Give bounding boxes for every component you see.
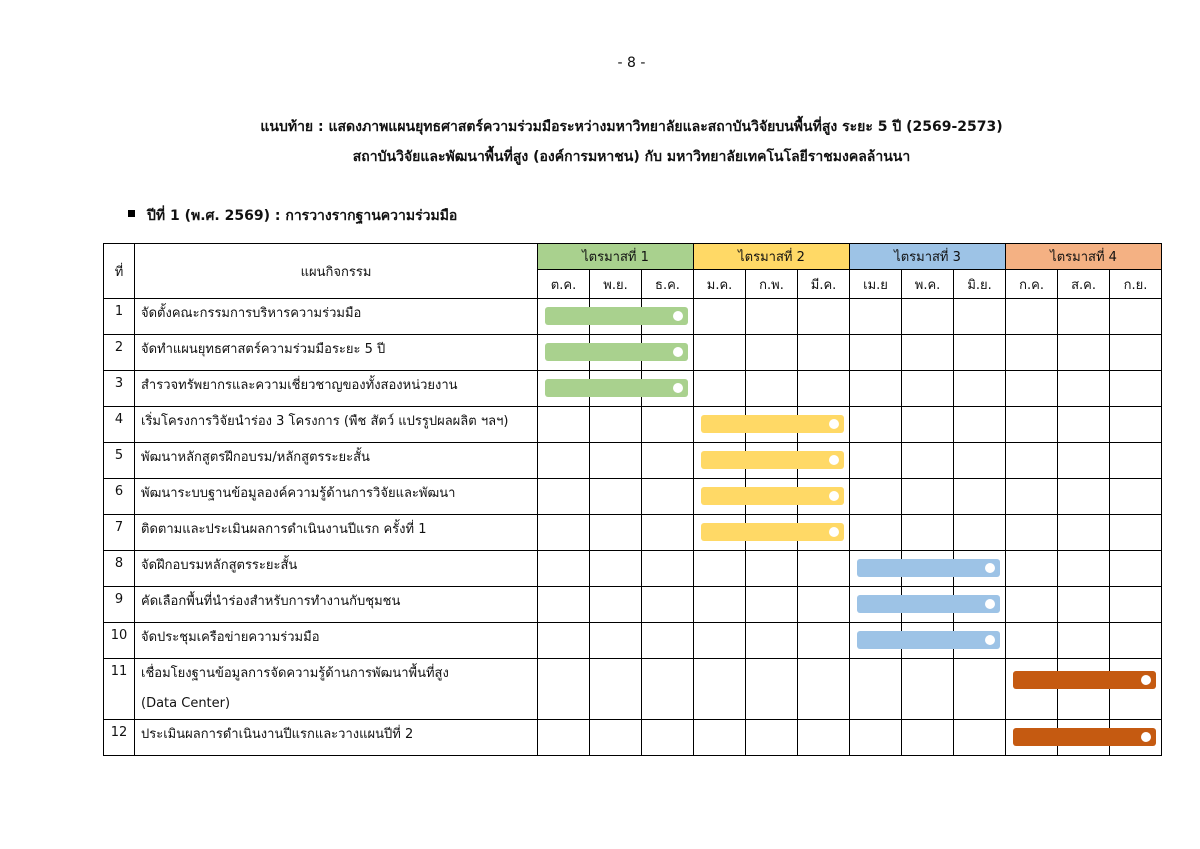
month-cell — [538, 335, 590, 371]
month-cell — [642, 623, 694, 659]
row-number: 2 — [104, 335, 135, 371]
month-cell — [1058, 479, 1110, 515]
month-cell — [1110, 587, 1162, 623]
month-cell — [590, 479, 642, 515]
month-cell — [902, 335, 954, 371]
activity-cell — [135, 623, 538, 659]
month-cell — [694, 479, 746, 515]
quarter-header-2: ไตรมาสที่ 2 — [694, 244, 850, 270]
month-cell — [1058, 623, 1110, 659]
month-cell — [1058, 551, 1110, 587]
month-cell — [538, 515, 590, 551]
row-number: 9 — [104, 587, 135, 623]
month-cell — [746, 623, 798, 659]
month-cell — [642, 443, 694, 479]
activity-text: จัดประชุมเครือข่ายความร่วมมือ — [141, 630, 320, 645]
row-number: 11 — [104, 659, 135, 720]
table-row — [104, 720, 1162, 756]
month-cell — [642, 515, 694, 551]
activity-cell — [135, 551, 538, 587]
activity-text: คัดเลือกพื้นที่นำร่องสำหรับการทำงานกับชุมชน — [141, 594, 401, 609]
month-cell — [1110, 551, 1162, 587]
month-cell — [798, 335, 850, 371]
month-cell — [538, 479, 590, 515]
activity-cell — [135, 443, 538, 479]
month-header: ก.ค. — [1006, 270, 1058, 299]
month-cell — [902, 623, 954, 659]
month-cell — [1006, 587, 1058, 623]
table-row — [104, 407, 1162, 443]
month-cell — [642, 299, 694, 335]
month-cell — [1058, 335, 1110, 371]
month-cell — [1110, 335, 1162, 371]
month-cell — [1006, 659, 1058, 720]
month-header: มิ.ย. — [954, 270, 1006, 299]
month-cell — [1058, 407, 1110, 443]
quarter-header-3: ไตรมาสที่ 3 — [850, 244, 1006, 270]
month-cell — [798, 623, 850, 659]
month-cell — [850, 659, 902, 720]
month-cell — [590, 515, 642, 551]
month-cell — [902, 299, 954, 335]
month-cell — [538, 659, 590, 720]
activity-text: จัดทำแผนยุทธศาสตร์ความร่วมมือระยะ 5 ปี — [141, 342, 386, 357]
month-cell — [642, 659, 694, 720]
activity-cell — [135, 515, 538, 551]
month-header: ก.พ. — [746, 270, 798, 299]
page-number: - 8 - — [617, 55, 646, 71]
month-cell — [954, 371, 1006, 407]
table-row — [104, 479, 1162, 515]
month-cell — [590, 443, 642, 479]
month-cell — [850, 407, 902, 443]
month-cell — [590, 587, 642, 623]
month-cell — [642, 371, 694, 407]
activity-cell — [135, 587, 538, 623]
month-cell — [954, 515, 1006, 551]
activity-text: สำรวจทรัพยากรและความเชี่ยวชาญของทั้งสองหน่วยงาน — [141, 378, 458, 393]
month-cell — [954, 551, 1006, 587]
month-cell — [1110, 407, 1162, 443]
row-number: 4 — [104, 407, 135, 443]
month-cell — [954, 623, 1006, 659]
month-cell — [538, 587, 590, 623]
month-cell — [590, 720, 642, 756]
row-number: 1 — [104, 299, 135, 335]
month-header: ธ.ค. — [642, 270, 694, 299]
month-cell — [954, 335, 1006, 371]
month-cell — [798, 720, 850, 756]
month-cell — [1110, 659, 1162, 720]
month-cell — [850, 515, 902, 551]
month-header: ม.ค. — [694, 270, 746, 299]
month-cell — [798, 371, 850, 407]
month-cell — [538, 299, 590, 335]
month-header: พ.ค. — [902, 270, 954, 299]
month-header: ส.ค. — [1058, 270, 1110, 299]
month-cell — [798, 587, 850, 623]
activity-cell — [135, 299, 538, 335]
month-cell — [798, 515, 850, 551]
month-cell — [746, 659, 798, 720]
activity-text: จัดตั้งคณะกรรมการบริหารความร่วมมือ — [141, 306, 362, 321]
month-cell — [902, 551, 954, 587]
month-header: พ.ย. — [590, 270, 642, 299]
month-cell — [590, 623, 642, 659]
month-cell — [1110, 720, 1162, 756]
row-number: 12 — [104, 720, 135, 756]
month-cell — [798, 479, 850, 515]
month-cell — [694, 371, 746, 407]
month-cell — [1006, 551, 1058, 587]
month-cell — [694, 515, 746, 551]
month-cell — [1006, 407, 1058, 443]
month-cell — [1006, 515, 1058, 551]
month-cell — [902, 479, 954, 515]
table-row — [104, 299, 1162, 335]
month-cell — [590, 335, 642, 371]
month-cell — [850, 443, 902, 479]
month-cell — [902, 659, 954, 720]
document-subtitle: สถาบันวิจัยและพัฒนาพื้นที่สูง (องค์การมหาชน) กับ มหาวิทยาลัยเทคโนโลยีราชมงคลล้านนา — [352, 149, 911, 165]
month-cell — [902, 515, 954, 551]
activity-cell — [135, 659, 538, 720]
activity-text: พัฒนาหลักสูตรฝึกอบรม/หลักสูตรระยะสั้น — [141, 450, 370, 465]
bullet-square-icon — [128, 210, 135, 217]
month-cell — [746, 371, 798, 407]
month-cell — [590, 371, 642, 407]
row-number: 10 — [104, 623, 135, 659]
table-row — [104, 623, 1162, 659]
row-number: 8 — [104, 551, 135, 587]
month-cell — [590, 407, 642, 443]
month-cell — [850, 551, 902, 587]
activity-text: ติดตามและประเมินผลการดำเนินงานปีแรก ครั้งที่ 1 — [141, 522, 427, 537]
month-cell — [902, 587, 954, 623]
month-cell — [798, 659, 850, 720]
row-number: 5 — [104, 443, 135, 479]
month-cell — [642, 335, 694, 371]
month-cell — [538, 407, 590, 443]
month-cell — [694, 551, 746, 587]
month-cell — [642, 720, 694, 756]
month-cell — [694, 623, 746, 659]
activity-cell — [135, 479, 538, 515]
month-cell — [1110, 479, 1162, 515]
month-cell — [746, 587, 798, 623]
month-cell — [954, 720, 1006, 756]
month-cell — [1006, 479, 1058, 515]
month-cell — [954, 479, 1006, 515]
month-header: ก.ย. — [1110, 270, 1162, 299]
month-cell — [694, 443, 746, 479]
activity-text: ประเมินผลการดำเนินงานปีแรกและวางแผนปีที่ 2 — [141, 727, 414, 742]
month-cell — [850, 479, 902, 515]
month-cell — [642, 407, 694, 443]
month-cell — [1058, 515, 1110, 551]
row-number: 6 — [104, 479, 135, 515]
activity-cell — [135, 371, 538, 407]
month-cell — [1058, 720, 1110, 756]
month-cell — [538, 623, 590, 659]
activity-text: (Data Center) — [141, 696, 231, 711]
month-cell — [746, 299, 798, 335]
month-cell — [850, 623, 902, 659]
month-cell — [642, 479, 694, 515]
month-cell — [1110, 515, 1162, 551]
month-cell — [694, 407, 746, 443]
activity-text: เชื่อมโยงฐานข้อมูลการจัดความรู้ด้านการพัฒนาพื้นที่สูง — [141, 666, 449, 681]
month-cell — [1006, 623, 1058, 659]
month-cell — [798, 299, 850, 335]
month-cell — [1058, 299, 1110, 335]
month-cell — [746, 479, 798, 515]
table-row — [104, 515, 1162, 551]
month-cell — [1058, 443, 1110, 479]
month-cell — [538, 443, 590, 479]
month-cell — [1110, 299, 1162, 335]
month-cell — [954, 443, 1006, 479]
col-header-no: ที่ — [104, 244, 135, 299]
month-cell — [1058, 371, 1110, 407]
activity-text: เริ่มโครงการวิจัยนำร่อง 3 โครงการ (พืช สัตว์ แปรรูปผลผลิต ฯลฯ) — [141, 414, 509, 429]
activity-text: จัดฝึกอบรมหลักสูตรระยะสั้น — [141, 558, 298, 573]
activity-cell — [135, 335, 538, 371]
month-cell — [1058, 587, 1110, 623]
activity-cell — [135, 720, 538, 756]
month-cell — [590, 659, 642, 720]
month-cell — [954, 659, 1006, 720]
table-row — [104, 587, 1162, 623]
month-cell — [1110, 371, 1162, 407]
month-cell — [590, 299, 642, 335]
month-cell — [850, 299, 902, 335]
month-cell — [746, 515, 798, 551]
month-cell — [850, 720, 902, 756]
month-header: เม.ย — [850, 270, 902, 299]
month-cell — [694, 587, 746, 623]
month-cell — [1006, 443, 1058, 479]
month-cell — [1110, 623, 1162, 659]
month-cell — [746, 551, 798, 587]
quarter-header-4: ไตรมาสที่ 4 — [1006, 244, 1162, 270]
year-heading — [128, 205, 457, 227]
month-cell — [694, 335, 746, 371]
table-row — [104, 335, 1162, 371]
table-row — [104, 371, 1162, 407]
month-cell — [902, 371, 954, 407]
gantt-table — [103, 243, 1162, 756]
month-cell — [850, 371, 902, 407]
activity-cell — [135, 407, 538, 443]
month-cell — [1006, 720, 1058, 756]
month-cell — [954, 587, 1006, 623]
month-cell — [954, 407, 1006, 443]
month-cell — [590, 551, 642, 587]
month-cell — [746, 443, 798, 479]
month-cell — [902, 720, 954, 756]
month-header: ต.ค. — [538, 270, 590, 299]
month-cell — [1006, 299, 1058, 335]
quarter-header-1: ไตรมาสที่ 1 — [538, 244, 694, 270]
month-header: มี.ค. — [798, 270, 850, 299]
month-cell — [642, 587, 694, 623]
month-cell — [850, 587, 902, 623]
month-cell — [538, 720, 590, 756]
month-cell — [902, 443, 954, 479]
month-cell — [746, 335, 798, 371]
col-header-activity: แผนกิจกรรม — [135, 244, 538, 299]
row-number: 7 — [104, 515, 135, 551]
month-cell — [538, 551, 590, 587]
table-row — [104, 659, 1162, 720]
month-cell — [694, 659, 746, 720]
month-cell — [694, 720, 746, 756]
month-cell — [1058, 659, 1110, 720]
month-cell — [954, 299, 1006, 335]
month-cell — [538, 371, 590, 407]
month-cell — [746, 720, 798, 756]
month-cell — [798, 407, 850, 443]
activity-text: พัฒนาระบบฐานข้อมูลองค์ความรู้ด้านการวิจัยและพัฒนา — [141, 486, 456, 501]
table-row — [104, 551, 1162, 587]
month-cell — [1110, 443, 1162, 479]
month-cell — [798, 443, 850, 479]
month-cell — [850, 335, 902, 371]
month-cell — [1006, 371, 1058, 407]
month-cell — [642, 551, 694, 587]
month-cell — [1006, 335, 1058, 371]
month-cell — [694, 299, 746, 335]
month-cell — [902, 407, 954, 443]
table-row — [104, 443, 1162, 479]
month-cell — [798, 551, 850, 587]
row-number: 3 — [104, 371, 135, 407]
document-title: แนบท้าย : แสดงภาพแผนยุทธศาสตร์ความร่วมมือระหว่างมหาวิทยาลัยและสถาบันวิจัยบนพื้นที่สูง ระยะ 5 ปี (2569-2573) — [260, 119, 1003, 135]
year-heading-text: ปีที่ 1 (พ.ศ. 2569) : การวางรากฐานความร่วมมือ — [147, 208, 458, 224]
month-cell — [746, 407, 798, 443]
